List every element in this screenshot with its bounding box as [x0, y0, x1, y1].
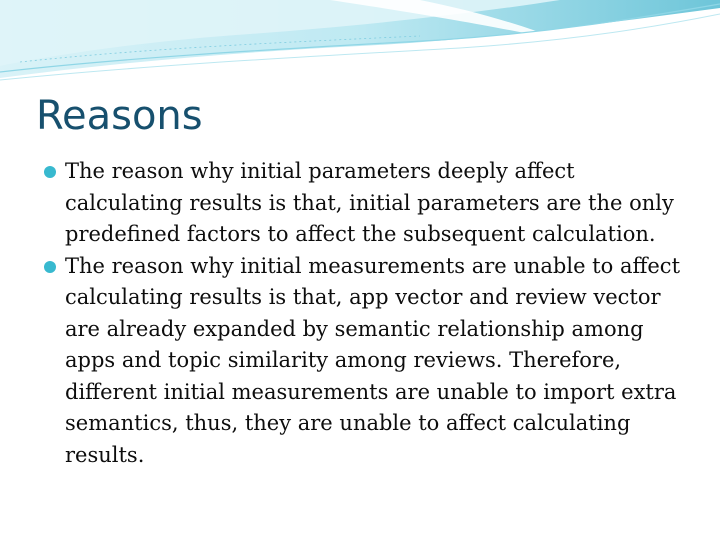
- bullet-item: [44, 251, 694, 472]
- bullet-text: The reason why initial parameters deeply affect calculating results is that, initial parameters are the only predefined factors to affect the subsequent calculation.: [65, 159, 674, 246]
- bullet-list: [44, 156, 694, 471]
- header-wave-decoration: [0, 0, 720, 90]
- slide-title: Reasons: [36, 93, 203, 139]
- bullet-dot-icon: [44, 166, 56, 178]
- bullet-dot-icon: [44, 261, 56, 273]
- bullet-item: [44, 156, 694, 251]
- bullet-text: The reason why initial measurements are unable to affect calculating results is that, app vector and review vector are already expanded by semantic relationship among apps and topic similarity among reviews. Therefore, different initial measurements are unable to import extra semantics, thus, they are unable to affect calculating results.: [65, 253, 681, 467]
